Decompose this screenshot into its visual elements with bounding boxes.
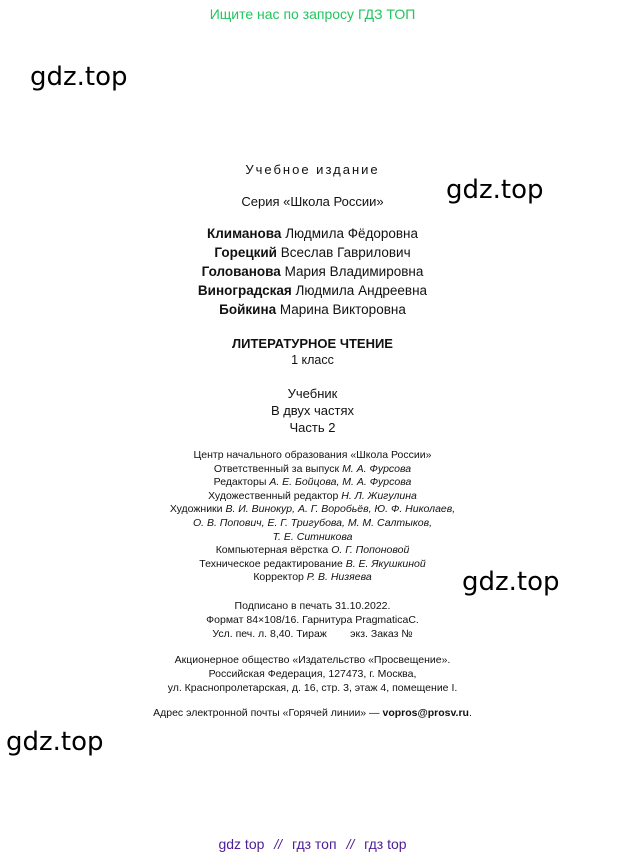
book-grade: 1 класс: [291, 353, 334, 367]
publisher-line: Российская Федерация, 127473, г. Москва,: [208, 668, 417, 680]
book-title: ЛИТЕРАТУРНОЕ ЧТЕНИЕ: [232, 336, 393, 351]
credit-layout: [0, 544, 625, 558]
footer-links: [0, 836, 625, 852]
credit-proof: [0, 571, 625, 585]
watermark-text: gdz.top: [30, 62, 128, 92]
footer-link-gdz-top-ru[interactable]: гдз топ: [291, 836, 337, 852]
footer-separator: //: [346, 836, 355, 852]
author-line: [0, 224, 625, 243]
staff-credits: [0, 449, 625, 585]
watermark-text: gdz.top: [462, 567, 560, 597]
book-kind-line: В двух частях: [270, 403, 355, 418]
credit-center: Центр начального образования «Школа России»: [193, 449, 432, 461]
book-kind-line: Учебник: [287, 386, 338, 401]
credit-responsible: [0, 463, 625, 477]
hotline-label: Адрес электронной почты «Горячей линии» —: [153, 707, 380, 719]
credit-value: О. В. Попович, Е. Г. Тригубова, М. М. Салтыков,: [192, 516, 433, 529]
credit-label: Художественный редактор: [208, 489, 339, 502]
credit-value: А. Е. Бойцова, М. А. Фурсова: [269, 476, 412, 489]
series-name: Серия «Школа России»: [241, 194, 384, 209]
author-surname: Горецкий: [214, 245, 277, 260]
author-names: Марина Викторовна: [279, 302, 406, 317]
print-line: Подписано в печать 31.10.2022.: [234, 600, 391, 612]
credit-value: В. И. Винокур, А. Г. Воробьёв, Ю. Ф. Николаев,: [225, 503, 456, 516]
watermark-text: gdz.top: [6, 727, 104, 757]
hotline-end: .: [468, 707, 472, 719]
print-line: Формат 84×108/16. Гарнитура PragmaticaC.: [206, 614, 419, 626]
credit-value: В. Е. Якушкиной: [345, 557, 426, 570]
author-surname: Виноградская: [197, 283, 292, 298]
authors-list: [0, 224, 625, 319]
author-line: [0, 262, 625, 281]
footer-separator: //: [274, 836, 283, 852]
author-names: Людмила Андреевна: [295, 283, 428, 298]
publisher-line: Акционерное общество «Издательство «Просвещение».: [174, 654, 451, 666]
footer-link-gdz-top[interactable]: gdz top: [218, 836, 265, 852]
credit-artists-cont: [0, 517, 625, 531]
author-surname: Бойкина: [219, 302, 277, 317]
credit-label: Компьютерная вёрстка: [215, 544, 329, 557]
credit-label: Художники: [169, 503, 223, 516]
footer-link-gdz-top-mixed[interactable]: гдз top: [364, 836, 407, 852]
credit-value: Т. Е. Ситникова: [272, 530, 353, 543]
author-line: [0, 281, 625, 300]
credit-value: Р. В. Низяева: [306, 571, 372, 584]
book-kind-line: Часть 2: [289, 420, 336, 435]
imprint-header: Учебное издание: [245, 162, 380, 177]
author-line: [0, 243, 625, 262]
author-line: [0, 300, 625, 319]
credit-label: Корректор: [253, 571, 304, 584]
watermark-text: gdz.top: [446, 175, 544, 205]
credit-value: М. А. Фурсова: [342, 462, 412, 475]
credit-value: Н. Л. Жигулина: [341, 489, 417, 502]
publisher-info: [0, 653, 625, 695]
hotline-email[interactable]: vopros@prosv.ru: [382, 707, 469, 719]
credit-artists: [0, 503, 625, 517]
author-surname: Голованова: [201, 264, 281, 279]
book-kind: [0, 385, 625, 436]
author-names: Людмила Фёдоровна: [285, 226, 419, 241]
credit-value: О. Г. Попоновой: [331, 544, 410, 557]
credit-label: Редакторы: [213, 476, 267, 489]
publisher-line: ул. Краснопролетарская, д. 16, стр. 3, этаж 4, помещение I.: [167, 682, 458, 694]
author-names: Всеслав Гаврилович: [280, 245, 411, 260]
credit-art-editor: [0, 490, 625, 504]
top-banner[interactable]: Ищите нас по запросу ГДЗ ТОП: [209, 6, 416, 22]
author-names: Мария Владимировна: [284, 264, 424, 279]
print-line: Усл. печ. л. 8,40. Тираж экз. Заказ №: [212, 628, 413, 640]
hotline-info: [0, 707, 625, 719]
credit-tech: [0, 558, 625, 572]
credit-artists-cont: [0, 531, 625, 545]
author-surname: Климанова: [206, 226, 282, 241]
credit-label: Техническое редактирование: [199, 557, 343, 570]
credit-editors: [0, 476, 625, 490]
credit-label: Ответственный за выпуск: [213, 462, 340, 475]
print-info: [0, 599, 625, 641]
